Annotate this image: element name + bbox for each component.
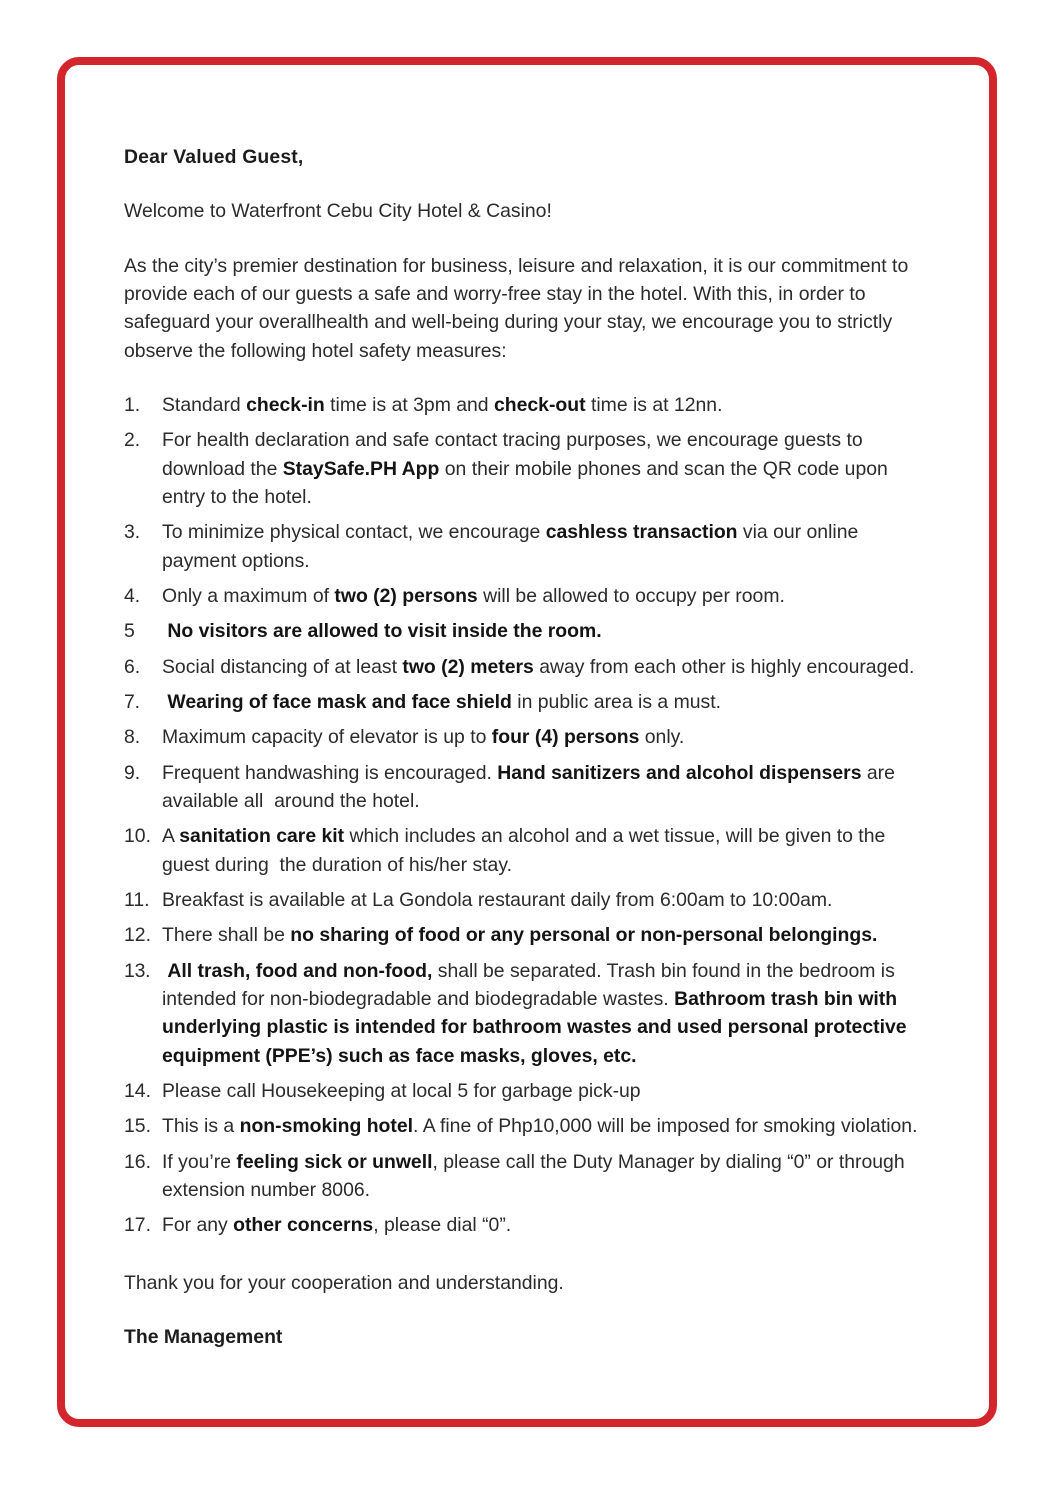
spacer <box>124 1297 936 1323</box>
measure-item <box>124 1211 936 1239</box>
greeting-line: Dear Valued Guest, <box>124 146 304 168</box>
measure-text <box>162 957 936 1070</box>
measure-number: 5 <box>124 620 135 643</box>
measure-item <box>124 688 936 716</box>
measure-item <box>124 822 936 879</box>
measure-run: Maximum capacity of elevator is up to <box>162 726 492 749</box>
measure-run: Only a maximum of <box>162 584 335 607</box>
measure-emphasis: other concerns <box>233 1214 374 1237</box>
measure-text <box>162 921 936 949</box>
measure-emphasis: Hand sanitizers and alcohol dispensers <box>497 761 862 784</box>
measure-run: time is at 3pm and <box>324 393 494 416</box>
measure-number: 4. <box>124 584 141 607</box>
measure-text <box>162 426 936 511</box>
measure-run: There shall be <box>162 924 291 947</box>
measure-text <box>162 617 936 645</box>
measure-run: Please call Housekeeping at local 5 for garbage pick-up <box>162 1079 641 1102</box>
intro-paragraph: As the city’s premier destination for business, leisure and relaxation, it is our commitment to provide each of our guests a safe and worry-free stay in the hotel. With this, in order to safeguard your overallhealth and well-being during your stay, we encourage you to strictly observe the following hotel safety measures: <box>124 254 909 362</box>
measure-run: via our online payment options. <box>162 521 864 572</box>
measure-item <box>124 426 936 511</box>
measure-number: 10. <box>124 825 151 848</box>
welcome-line: Welcome to Waterfront Cebu City Hotel & Casino! <box>124 200 552 223</box>
measure-number: 1. <box>124 393 141 416</box>
spacer <box>124 171 936 197</box>
measure-item <box>124 957 936 1070</box>
measure-emphasis: check-in <box>246 393 325 416</box>
measure-run: , please dial “0”. <box>373 1214 512 1237</box>
measure-emphasis: non-smoking hotel <box>239 1115 414 1138</box>
signoff-line: The Management <box>124 1325 283 1348</box>
measure-emphasis: cashless transaction <box>545 521 738 544</box>
measure-item <box>124 518 936 575</box>
measure-run: Standard <box>162 393 247 416</box>
measure-run: This is a <box>162 1115 240 1138</box>
measure-item <box>124 1112 936 1140</box>
measure-run: only. <box>639 726 685 749</box>
measure-item <box>124 582 936 610</box>
measure-text <box>162 688 936 716</box>
measure-number: 7. <box>124 690 140 713</box>
measure-emphasis: two (2) persons <box>334 584 478 607</box>
measure-number: 15. <box>124 1115 151 1138</box>
measure-run: shall be separated. Trash bin found in the bedroom is intended for non-biodegradable and biodegradable wastes. <box>162 959 901 1010</box>
measure-run: To minimize physical contact, we encourage <box>162 521 546 544</box>
measure-run: If you’re <box>162 1150 237 1173</box>
measure-emphasis: sanitation care kit <box>179 825 345 848</box>
measure-text <box>162 886 936 914</box>
measure-number: 14. <box>124 1079 151 1102</box>
safety-measures-list <box>124 391 936 1240</box>
measure-text <box>162 653 936 681</box>
measure-run: which includes an alcohol and a wet tissue, will be given to the guest during the duration of his/her stay. <box>162 825 891 876</box>
measure-run: in public area is a must. <box>511 690 721 713</box>
measure-text <box>162 1077 936 1105</box>
measure-run: , please call the Duty Manager by dialing “0” or through extension number 8006. <box>162 1150 910 1201</box>
measure-run: . A fine of Php10,000 will be imposed for smoking violation. <box>413 1115 918 1138</box>
measure-emphasis: no sharing of food or any personal or non-personal belongings. <box>290 924 878 947</box>
measure-item <box>124 759 936 816</box>
measure-run: Frequent handwashing is encouraged. <box>162 761 498 784</box>
measure-emphasis: All trash, food and non-food, <box>162 959 433 982</box>
measure-item <box>124 391 936 419</box>
closing-line: Thank you for your cooperation and understanding. <box>124 1271 564 1294</box>
measure-number: 3. <box>124 521 141 544</box>
spacer <box>124 365 936 391</box>
measure-emphasis: No visitors are allowed to visit inside the room. <box>162 620 602 643</box>
measure-item <box>124 653 936 681</box>
measure-text <box>162 1211 936 1239</box>
spacer <box>124 226 936 252</box>
measure-run: will be allowed to occupy per room. <box>477 584 785 607</box>
measure-emphasis: feeling sick or unwell <box>236 1150 433 1173</box>
measure-run: away from each other is highly encouraged. <box>533 655 915 678</box>
measure-item <box>124 921 936 949</box>
measure-text <box>162 1148 936 1205</box>
measure-emphasis: four (4) persons <box>491 726 640 749</box>
measure-run: A <box>162 825 180 848</box>
measure-number: 16. <box>124 1150 151 1173</box>
measure-run: time is at 12nn. <box>585 393 723 416</box>
measure-item <box>124 723 936 751</box>
measure-number: 17. <box>124 1214 151 1237</box>
measure-item <box>124 617 936 645</box>
spacer <box>124 1247 936 1269</box>
measure-text <box>162 723 936 751</box>
measure-number: 2. <box>124 429 141 452</box>
measure-text <box>162 391 936 419</box>
measure-run: on their mobile phones and scan the QR code upon entry to the hotel. <box>162 457 894 508</box>
measure-text <box>162 822 936 879</box>
measure-emphasis: Bathroom trash bin with underlying plastic is intended for bathroom wastes and used personal protective equipment (PPE’s) such as face masks, gloves, etc. <box>162 987 912 1067</box>
measure-emphasis: check-out <box>493 393 586 416</box>
measure-emphasis: StaySafe.PH App <box>282 457 440 480</box>
measure-item <box>124 886 936 914</box>
measure-run: Social distancing of at least <box>162 655 403 678</box>
measure-run: For any <box>162 1214 234 1237</box>
measure-number: 11. <box>124 888 150 911</box>
measure-number: 6. <box>124 655 141 678</box>
measure-number: 9. <box>124 761 141 784</box>
measure-text <box>162 1112 936 1140</box>
measure-text <box>162 582 936 610</box>
measure-run: For health declaration and safe contact tracing purposes, we encourage guests to download the <box>162 429 869 480</box>
measure-item <box>124 1148 936 1205</box>
measure-item <box>124 1077 936 1105</box>
measure-number: 12. <box>124 924 151 947</box>
measure-emphasis: two (2) meters <box>402 655 534 678</box>
measure-run: are available all around the hotel. <box>162 761 901 812</box>
measure-text <box>162 518 936 575</box>
measure-emphasis: Wearing of face mask and face shield <box>162 690 512 713</box>
measure-run: Breakfast is available at La Gondola restaurant daily from 6:00am to 10:00am. <box>162 888 833 911</box>
measure-number: 13. <box>124 959 151 982</box>
letter-body <box>124 143 936 1351</box>
measure-text <box>162 759 936 816</box>
measure-number: 8. <box>124 726 141 749</box>
